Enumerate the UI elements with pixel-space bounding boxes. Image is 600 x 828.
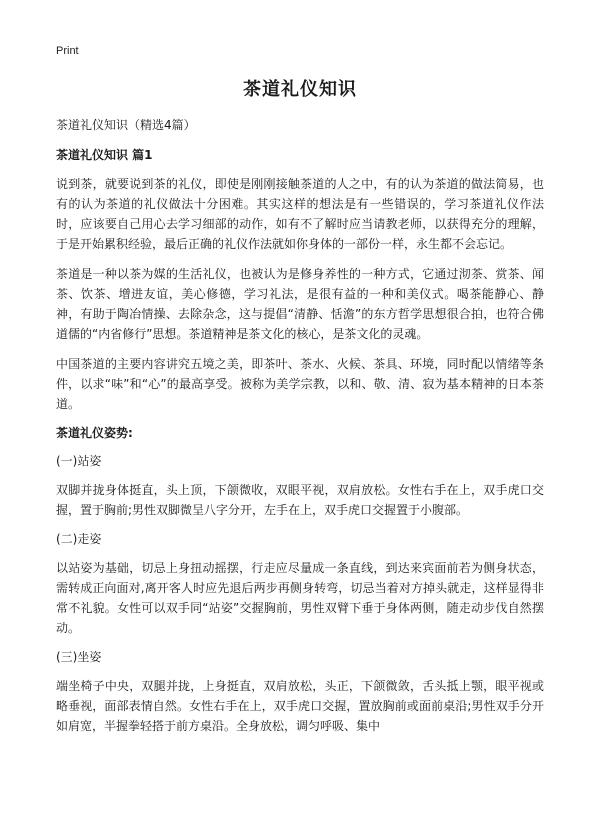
paragraph-intro: 说到茶，就要说到茶的礼仪，即使是刚刚接触茶道的人之中，有的认为茶道的做法简易，也有的认为茶道的礼仪做法十分困难。其实这样的想法是有一些错误的，学习茶道礼仪作法时，应该要自己用心去学习细部的动作，如有不了解时应当请教老师，以获得充分的理解，于是开始累积经验，最后正确的礼仪作法就如你身体的一部份一样，永生都不会忘记。: [56, 177, 544, 251]
section-heading-1: 茶道礼仪知识 篇1: [56, 148, 153, 162]
posture-standing-heading: (一)站姿: [56, 454, 102, 468]
posture-walking-text: 以站姿为基础，切忌上身扭动摇摆，行走应尽量成一条直线，到达来宾面前若为侧身状态，需转成正向面对,离开客人时应先退后两步再侧身转弯，切忌当着对方掉头就走，这样显得非常不礼貌。女性可以双手同“站姿”交握胸前，男性双臂下垂于身体两侧，随走动步伐自然摆动。: [56, 561, 544, 635]
paragraph-five-elements: 中国茶道的主要内容讲究五境之美，即茶叶、茶水、火候、茶具、环境，同时配以情绪等条件，以求“味”和“心”的最高享受。被称为美学宗教，以和、敬、清、寂为基本精神的日本茶道。: [56, 357, 544, 411]
document-subtitle: 茶道礼仪知识（精选4篇）: [56, 118, 196, 132]
posture-heading: 茶道礼仪姿势:: [56, 426, 133, 440]
paragraph-tea-ceremony: 茶道是一种以茶为媒的生活礼仪，也被认为是修身养性的一种方式，它通过沏茶、赏茶、闻茶、饮茶、增进友谊，美心修德，学习礼法，是很有益的一种和美仪式。喝茶能静心、静神，有助于陶冶情操、去除杂念，这与提倡“清静、恬澹”的东方哲学思想很合拍，也符合佛道儒的“内省修行”思想。茶道精神是茶文化的核心，是茶文化的灵魂。: [56, 267, 544, 341]
posture-sitting-text: 端坐椅子中央，双腿并拢，上身挺直，双肩放松，头正，下颌微敛，舌头抵上颚，眼平视或略垂视，面部表情自然。女性右手在上，双手虎口交握，置放胸前或面前桌沿;男性双手分开如肩宽，半握拳轻搭于前方桌沿。全身放松，调匀呼吸、集中: [56, 679, 544, 733]
posture-standing-text: 双脚并拢身体挺直，头上顶，下颌微收，双眼平视，双肩放松。女性右手在上，双手虎口交握，置于胸前;男性双脚微呈八字分开，左手在上，双手虎口交握置于小腹部。: [56, 483, 544, 517]
page-title: 茶道礼仪知识: [243, 79, 357, 100]
posture-walking-heading: (二)走姿: [56, 532, 102, 546]
print-label: Print: [56, 45, 79, 57]
posture-sitting-heading: (三)坐姿: [56, 650, 102, 664]
